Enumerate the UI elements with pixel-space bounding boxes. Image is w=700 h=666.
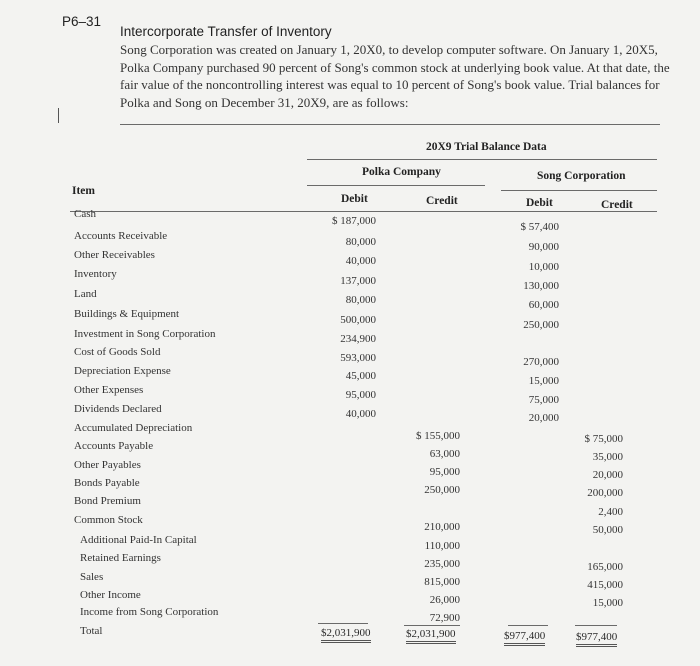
polka-rule — [307, 185, 485, 186]
polka-debit-value: 80,000 — [345, 294, 376, 306]
polka-debit-value: 500,000 — [340, 314, 376, 326]
company-header-polka: Polka Company — [362, 166, 441, 178]
item-label: Accounts Receivable — [74, 230, 168, 242]
song-credit-value: 165,000 — [587, 561, 623, 573]
song-credit-value: $ 75,000 — [584, 433, 623, 445]
table-title: 20X9 Trial Balance Data — [426, 141, 547, 153]
polka-debit-total-rule — [318, 623, 368, 624]
polka-debit-value: 234,900 — [340, 333, 376, 345]
song-credit-header: Credit — [601, 199, 633, 211]
item-label: Other Receivables — [74, 249, 155, 261]
description-line: fair value of the noncontrolling interest was equal to 10 percent of Song's book value. Trial balances for — [120, 77, 660, 92]
polka-debit-total: $2,031,900 — [321, 627, 371, 643]
item-label: Cost of Goods Sold — [74, 346, 161, 358]
problem-title: Intercorporate Transfer of Inventory — [120, 24, 332, 39]
polka-debit-value: 40,000 — [345, 255, 376, 267]
song-debit-value: 130,000 — [523, 280, 559, 292]
song-credit-total-rule — [575, 625, 617, 626]
song-credit-value: 415,000 — [587, 579, 623, 591]
song-credit-total: $977,400 — [576, 631, 617, 647]
polka-debit-value: 593,000 — [340, 352, 376, 364]
polka-debit-value: 95,000 — [345, 389, 376, 401]
polka-credit-header: Credit — [426, 195, 458, 207]
item-label: Income from Song Corporation — [80, 606, 219, 618]
song-credit-value: 15,000 — [592, 597, 623, 609]
song-debit-value: 60,000 — [528, 299, 559, 311]
header-rule — [70, 211, 657, 212]
song-debit-value: 90,000 — [528, 241, 559, 253]
song-credit-value: 35,000 — [592, 451, 623, 463]
item-label: Additional Paid-In Capital — [80, 534, 197, 546]
polka-credit-value: 26,000 — [429, 594, 460, 606]
item-header: Item — [72, 185, 95, 197]
polka-debit-value: 40,000 — [345, 408, 376, 420]
item-label: Dividends Declared — [74, 403, 162, 415]
item-label: Retained Earnings — [80, 552, 161, 564]
item-label: Investment in Song Corporation — [74, 328, 216, 340]
song-debit-total-rule — [508, 625, 548, 626]
item-label: Bond Premium — [74, 495, 141, 507]
problem-description — [120, 41, 692, 111]
polka-debit-header: Debit — [341, 193, 368, 205]
item-label: Other Income — [80, 589, 141, 601]
polka-debit-value: 45,000 — [345, 370, 376, 382]
item-label: Sales — [80, 571, 104, 583]
song-credit-value: 20,000 — [592, 469, 623, 481]
description-line: Polka Company purchased 90 percent of Song's common stock at underlying book value. At that date, the — [120, 59, 670, 75]
polka-credit-value: 63,000 — [429, 448, 460, 460]
polka-credit-total: $2,031,900 — [406, 628, 456, 644]
problem-number: P6–31 — [62, 14, 102, 29]
song-debit-header: Debit — [526, 197, 553, 209]
polka-credit-value: 72,900 — [429, 612, 460, 624]
polka-credit-total-rule — [404, 625, 460, 626]
song-debit-value: 75,000 — [528, 394, 559, 406]
item-label: Cash — [74, 208, 96, 220]
polka-credit-value: $ 155,000 — [416, 430, 460, 442]
polka-credit-value: 110,000 — [424, 540, 460, 552]
song-debit-value: 15,000 — [528, 375, 559, 387]
description-line: Polka and Song on December 31, 20X9, are as follows: — [120, 94, 409, 110]
item-label: Bonds Payable — [74, 477, 140, 489]
polka-credit-value: 250,000 — [424, 484, 460, 496]
song-debit-value: $ 57,400 — [520, 221, 559, 233]
item-label: Inventory — [74, 268, 117, 280]
polka-credit-value: 815,000 — [424, 576, 460, 588]
item-label: Buildings & Equipment — [74, 308, 180, 320]
margin-bar — [58, 108, 59, 123]
song-rule — [501, 190, 657, 191]
song-debit-total: $977,400 — [504, 630, 545, 646]
item-label: Accumulated Depreciation — [74, 422, 193, 434]
song-credit-value: 200,000 — [587, 487, 623, 499]
item-label: Total — [80, 625, 103, 637]
company-header-song: Song Corporation — [537, 170, 626, 182]
polka-credit-value: 95,000 — [429, 466, 460, 478]
item-label: Depreciation Expense — [74, 365, 171, 377]
title-rule — [307, 159, 657, 160]
polka-debit-value: $ 187,000 — [332, 215, 376, 227]
description-line: Song Corporation was created on January 1, 20X0, to develop computer software. On January 1, 20X5, — [120, 42, 658, 57]
item-label: Other Payables — [74, 459, 141, 471]
polka-credit-value: 210,000 — [424, 521, 460, 533]
song-debit-value: 270,000 — [523, 356, 559, 368]
item-label: Other Expenses — [74, 384, 144, 396]
song-credit-value: 50,000 — [592, 524, 623, 536]
item-label: Accounts Payable — [74, 440, 154, 452]
song-debit-value: 20,000 — [528, 412, 559, 424]
polka-credit-value: 235,000 — [424, 558, 460, 570]
item-label: Land — [74, 288, 97, 300]
polka-debit-value: 137,000 — [340, 275, 376, 287]
song-credit-value: 2,400 — [598, 506, 623, 518]
polka-debit-value: 80,000 — [345, 236, 376, 248]
item-label: Common Stock — [74, 514, 143, 526]
song-debit-value: 250,000 — [523, 319, 559, 331]
section-divider — [120, 124, 660, 125]
song-debit-value: 10,000 — [528, 261, 559, 273]
